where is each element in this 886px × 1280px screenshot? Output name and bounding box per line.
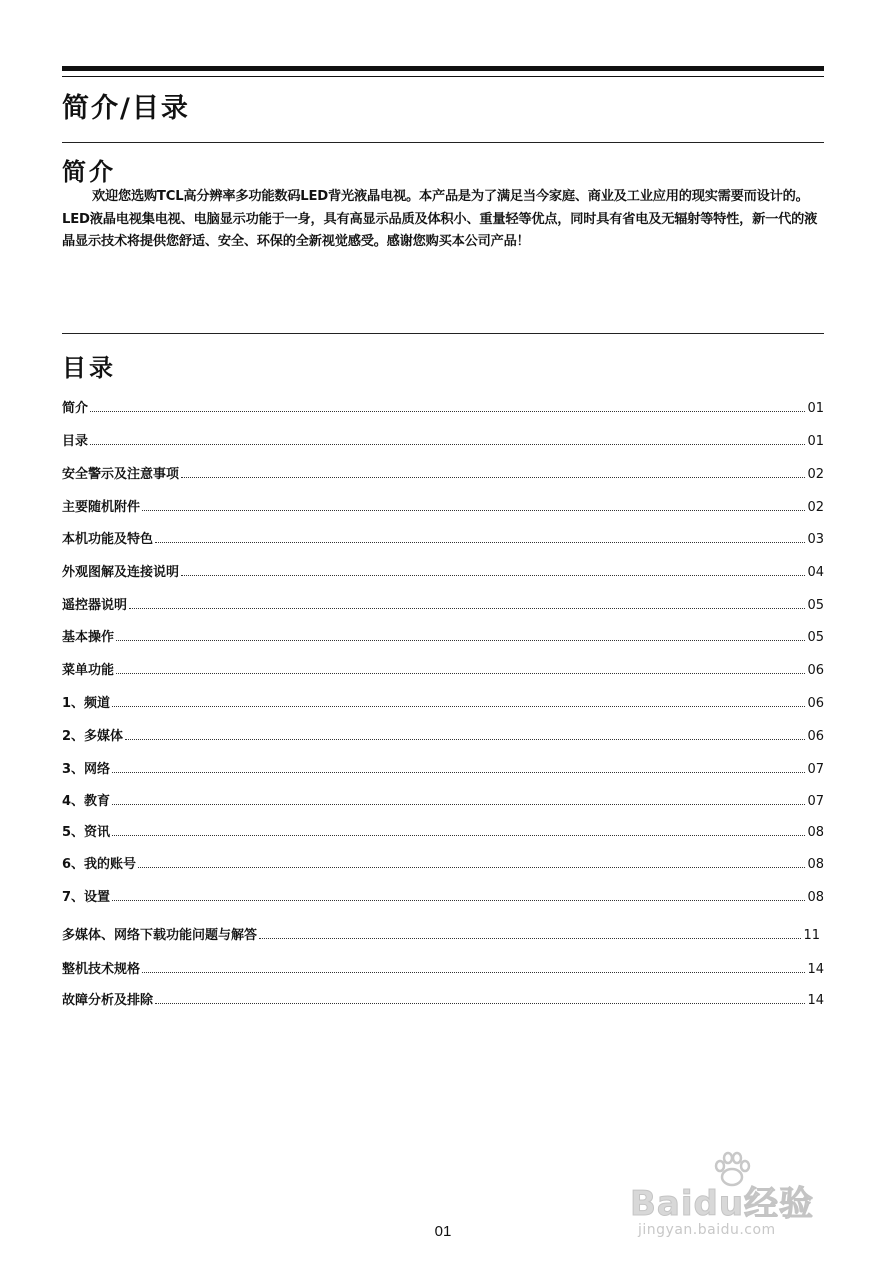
- toc-entry[interactable]: [62, 496, 824, 516]
- toc-entry-label: 遥控器说明: [62, 598, 128, 613]
- toc-leader-dots: [116, 640, 805, 641]
- toc-entry-label: 6、我的账号: [62, 857, 137, 872]
- toc-entry-label: 3、网络: [62, 762, 111, 777]
- toc-leader-dots: [112, 804, 805, 805]
- toc-entry[interactable]: [62, 594, 824, 614]
- toc-entry-page: 11: [803, 928, 820, 943]
- toc-entry-page: 02: [807, 500, 824, 515]
- watermark-url: jingyan.baidu.com: [638, 1222, 776, 1238]
- toc-entry[interactable]: [62, 853, 824, 873]
- toc-leader-dots: [181, 477, 805, 478]
- toc-entry-label: 整机技术规格: [62, 962, 141, 977]
- toc-entry-page: 05: [807, 598, 824, 613]
- intro-paragraph: 欢迎您选购TCL高分辨率多功能数码LED背光液晶电视。本产品是为了满足当今家庭、商业及工业应用的现实需要而设计的。LED液晶电视集电视、电脑显示功能于一身，具有高显示品质及体积小、重量轻等优点，同时具有省电及无辐射等特性，新一代的液晶显示技术将提供您舒适、安全、环保的全新视觉感受。感谢您购买本公司产品！: [62, 189, 818, 249]
- toc-entry[interactable]: [62, 958, 824, 978]
- toc-entry[interactable]: [62, 758, 824, 778]
- toc-leader-dots: [112, 706, 805, 707]
- toc-entry[interactable]: [62, 659, 824, 679]
- toc-entry-page: 08: [807, 825, 824, 840]
- toc-entry-label: 菜单功能: [62, 663, 115, 678]
- toc-entry-label: 故障分析及排除: [62, 993, 154, 1008]
- toc-leader-dots: [112, 772, 805, 773]
- toc-leader-dots: [116, 673, 805, 674]
- divider: [62, 142, 824, 143]
- toc-entry[interactable]: [62, 561, 824, 581]
- toc-entry-label: 多媒体、网络下载功能问题与解答: [62, 928, 258, 943]
- toc-entry-page: 07: [807, 794, 824, 809]
- toc-leader-dots: [125, 739, 805, 740]
- toc-entry-label: 基本操作: [62, 630, 115, 645]
- toc-leader-dots: [138, 867, 805, 868]
- toc-leader-dots: [142, 510, 805, 511]
- toc-entry-label: 1、频道: [62, 696, 111, 711]
- toc-leader-dots: [259, 938, 801, 939]
- toc-entry-label: 主要随机附件: [62, 500, 141, 515]
- toc-entry-label: 2、多媒体: [62, 729, 124, 744]
- intro-heading: 简介: [62, 158, 116, 186]
- toc-entry-page: 06: [807, 729, 824, 744]
- toc-entry-page: 08: [807, 857, 824, 872]
- page-title: 简介/目录: [62, 93, 190, 124]
- toc-leader-dots: [142, 972, 805, 973]
- toc-entry[interactable]: [62, 626, 824, 646]
- page-number: 01: [434, 1223, 452, 1240]
- toc-entry-page: 06: [807, 696, 824, 711]
- toc-entry-page: 07: [807, 762, 824, 777]
- toc-entry-page: 14: [807, 962, 824, 977]
- divider: [62, 333, 824, 334]
- toc-entry[interactable]: [62, 725, 824, 745]
- header-rule-thin: [62, 76, 824, 77]
- toc-leader-dots: [181, 575, 805, 576]
- toc-entry-label: 外观图解及连接说明: [62, 565, 180, 580]
- header-rule-thick: [62, 66, 824, 71]
- toc-entry-page: 14: [807, 993, 824, 1008]
- toc-entry-page: 01: [807, 401, 824, 416]
- watermark-brand: Baidu经验: [630, 1184, 815, 1224]
- toc-entry[interactable]: [62, 528, 824, 548]
- toc-entry-label: 7、设置: [62, 890, 111, 905]
- toc-entry-label: 目录: [62, 434, 89, 449]
- toc-leader-dots: [129, 608, 805, 609]
- toc-entry-page: 04: [807, 565, 824, 580]
- toc-entry[interactable]: [62, 924, 820, 944]
- toc-entry-page: 08: [807, 890, 824, 905]
- toc-entry-label: 本机功能及特色: [62, 532, 154, 547]
- toc-entry[interactable]: [62, 886, 824, 906]
- toc-entry-label: 5、资讯: [62, 825, 111, 840]
- toc-entry-label: 4、教育: [62, 794, 111, 809]
- toc-leader-dots: [112, 835, 805, 836]
- toc-leader-dots: [155, 1003, 805, 1004]
- toc-entry[interactable]: [62, 989, 824, 1009]
- toc-entry[interactable]: [62, 463, 824, 483]
- toc-leader-dots: [155, 542, 805, 543]
- toc-entry[interactable]: [62, 397, 824, 417]
- toc-leader-dots: [112, 900, 805, 901]
- toc-entry[interactable]: [62, 692, 824, 712]
- toc-entry-label: 简介: [62, 401, 89, 416]
- toc-entry[interactable]: [62, 790, 824, 810]
- toc-entry[interactable]: [62, 430, 824, 450]
- toc-entry-page: 05: [807, 630, 824, 645]
- toc-entry-page: 01: [807, 434, 824, 449]
- toc-leader-dots: [90, 411, 805, 412]
- toc-entry-page: 06: [807, 663, 824, 678]
- toc-entry[interactable]: [62, 821, 824, 841]
- toc-leader-dots: [90, 444, 805, 445]
- toc-heading: 目录: [62, 354, 116, 382]
- toc-entry-page: 03: [807, 532, 824, 547]
- toc-entry-label: 安全警示及注意事项: [62, 467, 180, 482]
- toc-entry-page: 02: [807, 467, 824, 482]
